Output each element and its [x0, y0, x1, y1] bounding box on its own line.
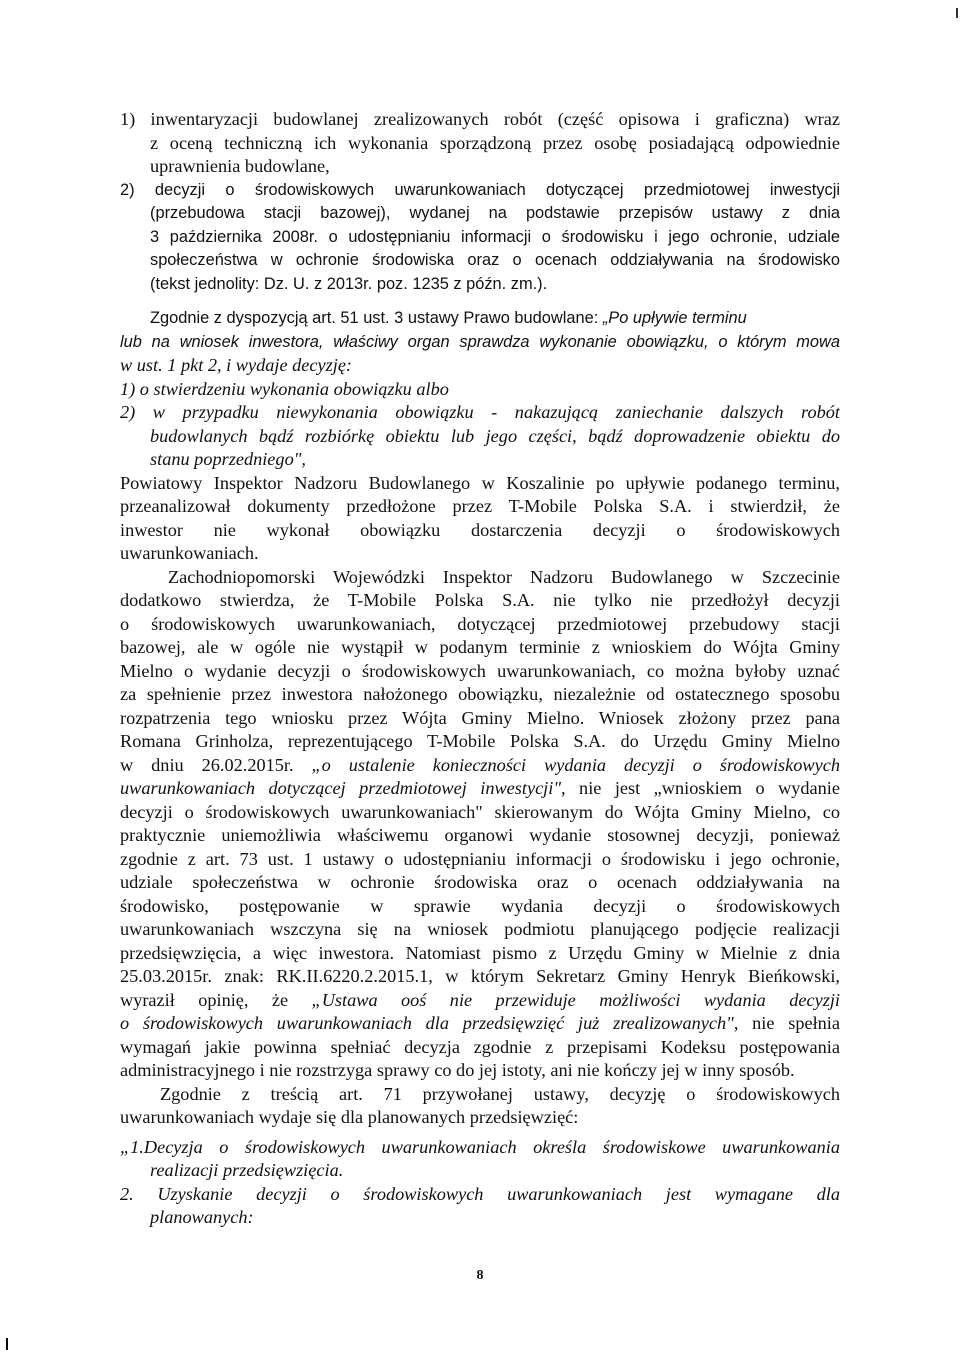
text-line: uwarunkowaniach wszczyna się na wniosek podmiotu planującego podjęcie realizacji — [120, 919, 840, 939]
text-line — [120, 754, 840, 778]
text-line: lub na wniosek inwestora, właściwy organ sprawdza wykonanie obowiązku, o którym mowa — [120, 332, 840, 351]
text-span: , nie jest „wnioskiem o wydanie — [561, 778, 840, 798]
text-line: wymagań jakie powinna spełniać decyzja zgodnie z przepisami Kodeksu postępowania — [120, 1036, 840, 1057]
text-line — [120, 307, 840, 331]
text-span-italic: „Ustawa ooś nie przewiduje możliwości wydania decyzji — [311, 989, 840, 1010]
text-line: z oceną techniczną ich wykonania sporządzoną przez osobę posiadającą odpowiednie — [150, 132, 840, 153]
text-line: o środowiskowych uwarunkowaniach, dotyczącej przedmiotowej przebudowy stacji — [120, 613, 840, 634]
text-line: administracyjnego i nie rozstrzyga sprawy co do jej istoty, ani nie kończy jej w inny sposób. — [120, 1060, 795, 1080]
text-line: 3 października 2008r. o udostępnianiu informacji o środowisku i jego ochronie, udziale — [150, 227, 840, 246]
text-span-italic: o środowiskowych uwarunkowaniach dla przedsięwzięć już zrealizowanych" — [120, 1013, 734, 1033]
text-line — [120, 1012, 840, 1036]
text-line: w ust. 1 pkt 2, i wydaje decyzję: — [120, 355, 353, 375]
text-line: dodatkowo stwierdza, że T-Mobile Polska S.A. nie tylko nie przedłożył decyzji — [120, 590, 840, 610]
text-line: Zgodnie z treścią art. 71 przywołanej ustawy, decyzję o środowiskowych — [160, 1083, 840, 1104]
text-line: udziale społeczeństwa w ochronie środowiska oraz o ocenach oddziaływania na — [120, 872, 840, 892]
text-line: rozpatrzenia tego wniosku przez Wójta Gminy Mielno. Wniosek złożony przez pana — [120, 707, 840, 728]
text-line: „1.Decyzja o środowiskowych uwarunkowaniach określa środowiskowe uwarunkowania — [120, 1136, 840, 1157]
text-line: przeanalizował dokumenty przedłożone przez T-Mobile Polska S.A. i stwierdził, że — [120, 496, 840, 516]
text-line: 25.03.2015r. znak: RK.II.6220.2.2015.1, w którym Sekretarz Gminy Henryk Bieńkowski, — [120, 966, 840, 986]
text-line: praktycznie uniemożliwia właściwemu organowi wydanie stosownej decyzji, ponieważ — [120, 825, 840, 845]
text-line: uprawnienia budowlane, — [150, 156, 330, 176]
text-line: 2) w przypadku niewykonania obowiązku - nakazującą zaniechanie dalszych robót — [120, 402, 840, 422]
paragraph-wwinb — [120, 566, 840, 1083]
text-line: przedsięwzięcia, a więc inwestora. Natomiast pismo z Urzędu Gminy w Mielnie z dnia — [120, 942, 840, 963]
text-line: społeczeństwa w ochronie środowiska oraz o ocenach oddziaływania na środowisko — [150, 251, 840, 269]
text-line: 2) decyzji o środowiskowych uwarunkowaniach dotyczącej przedmiotowej inwestycji — [120, 180, 840, 199]
text-line: 1) inwentaryzacji budowlanej zrealizowanych robót (część opisowa i graficzna) wraz — [120, 109, 840, 129]
text-line: realizacji przedsięwzięcia. — [150, 1160, 344, 1180]
scan-mark — [6, 1338, 8, 1350]
text-line: Romana Grinholza, reprezentującego T-Mobile Polska S.A. do Urzędu Gminy Mielno — [120, 731, 840, 751]
text-line: zgodnie z art. 73 ust. 1 ustawy o udostępnianiu informacji o środowisku i jego ochronie, — [120, 848, 840, 869]
text-line: uwarunkowaniach. — [120, 543, 259, 563]
text-line: uwarunkowaniach wydaje się dla planowanych przedsięwzięć: — [120, 1107, 579, 1127]
text-line: Powiatowy Inspektor Nadzoru Budowlanego w Koszalinie po upływie podanego terminu, — [120, 472, 840, 493]
paragraph-art71 — [120, 1083, 840, 1130]
text-span: , nie spełnia — [733, 1013, 840, 1033]
text-line: planowanych: — [150, 1207, 254, 1227]
scan-mark — [956, 8, 958, 18]
text-span: Zgodnie z dyspozycją art. 51 ust. 3 ustawy Prawo budowlane: — [150, 309, 603, 327]
text-line: środowisko, postępowanie w sprawie wydania decyzji o środowiskowych — [120, 895, 840, 916]
text-line: 2. Uzyskanie decyzji o środowiskowych uwarunkowaniach jest wymagane dla — [120, 1183, 840, 1204]
text-line: stanu poprzedniego", — [150, 449, 306, 469]
text-line: bazowej, ale w ogóle nie wystąpił w podanym terminie z wnioskiem do Wójta Gminy — [120, 637, 840, 657]
text-line: decyzji o środowiskowych uwarunkowaniach" skierowanym do Wójta Gminy Mielno, co — [120, 801, 840, 822]
text-line: inwestor nie wykonał obowiązku dostarczenia decyzji o środowiskowych — [120, 519, 840, 540]
text-line: za spełnienie przez inwestora nałożonego obowiązku, niezależnie od ostatecznego sposobu — [120, 684, 840, 704]
text-span: w dniu 26.02.2015r. — [120, 754, 312, 775]
text-line: budowlanych bądź rozbiórkę obiektu lub jego części, bądź doprowadzenie obiektu do — [150, 425, 840, 446]
text-span-italic: uwarunkowaniach dotyczącej przedmiotowej inwestycji" — [120, 778, 562, 798]
text-span-italic: „o ustalenie konieczności wydania decyzji o środowiskowych — [311, 754, 840, 775]
text-line: (przebudowa stacji bazowej), wydanej na podstawie przepisów ustawy z dnia — [150, 204, 840, 222]
text-line: (tekst jednolity: Dz. U. z 2013r. poz. 1235 z późn. zm.). — [150, 274, 548, 293]
text-span: wyraził opinię, że — [120, 989, 312, 1010]
document-body — [120, 108, 840, 1230]
paragraph-requirements — [120, 108, 840, 296]
text-line: Zachodniopomorski Wojewódzki Inspektor Nadzoru Budowlanego w Szczecinie — [168, 566, 840, 587]
paragraph-pinb — [120, 472, 840, 566]
text-line: Mielno o wydanie decyzji o środowiskowych uwarunkowaniach, co można byłoby uznać — [120, 660, 840, 681]
quote-art71 — [120, 1136, 840, 1230]
text-line: 1) o stwierdzeniu wykonania obowiązku albo — [120, 378, 449, 399]
text-span-italic: „Po upływie terminu — [602, 309, 747, 327]
paragraph-art51 — [120, 307, 840, 472]
page-number: 8 — [476, 1268, 484, 1283]
text-line — [120, 989, 840, 1013]
text-line — [120, 777, 840, 801]
